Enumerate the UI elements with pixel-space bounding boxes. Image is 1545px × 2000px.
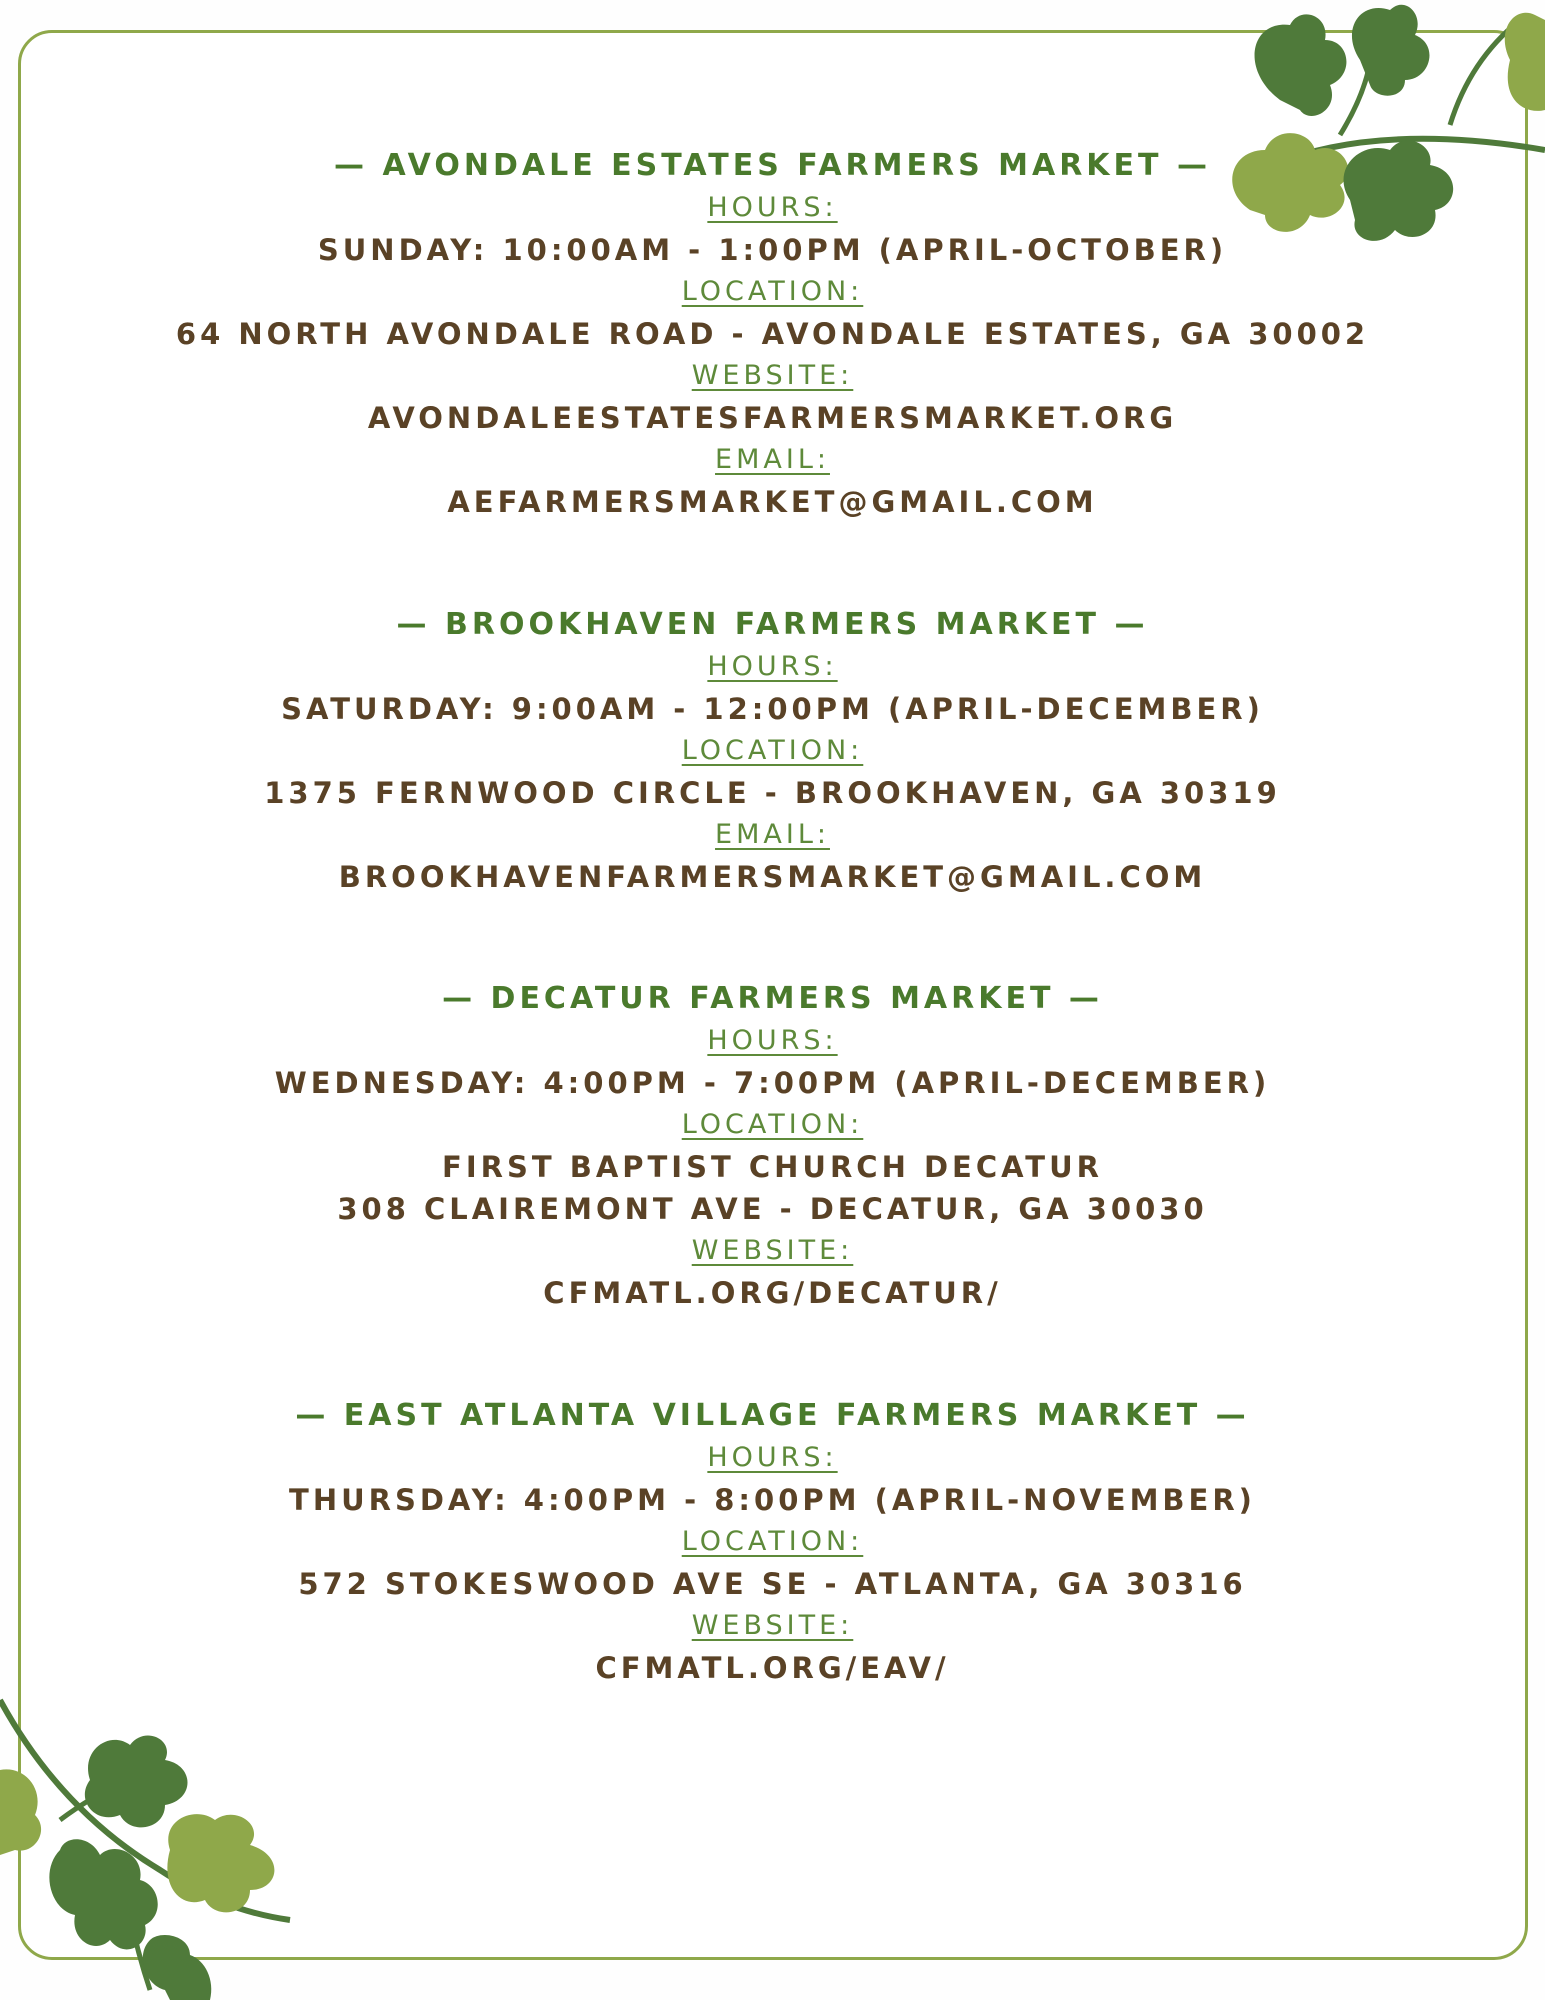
location-value: 64 NORTH AVONDALE ROAD - AVONDALE ESTATES, GA 30002 bbox=[175, 317, 1370, 351]
location-value: FIRST BAPTIST CHURCH DECATUR bbox=[442, 1150, 1103, 1184]
location-label: LOCATION: bbox=[681, 735, 864, 766]
website-label: WEBSITE: bbox=[691, 1235, 854, 1266]
email-label: EMAIL: bbox=[715, 819, 830, 850]
market-title: — EAST ATLANTA VILLAGE FARMERS MARKET — bbox=[295, 1398, 1250, 1433]
hours-label: HOURS: bbox=[707, 192, 838, 223]
location-label: LOCATION: bbox=[681, 1109, 864, 1140]
hours-label: HOURS: bbox=[707, 1025, 838, 1056]
location-value: 1375 FERNWOOD CIRCLE - BROOKHAVEN, GA 30319 bbox=[264, 776, 1281, 810]
location-label: LOCATION: bbox=[681, 276, 864, 307]
market-title: — BROOKHAVEN FARMERS MARKET — bbox=[396, 607, 1149, 642]
market-decatur bbox=[0, 978, 1545, 1314]
email-link[interactable]: BROOKHAVENFARMERSMARKET@GMAIL.COM bbox=[338, 860, 1207, 894]
hours-value: WEDNESDAY: 4:00PM - 7:00PM (APRIL-DECEMBER) bbox=[274, 1066, 1271, 1100]
hours-value: SATURDAY: 9:00AM - 12:00PM (APRIL-DECEMBER) bbox=[281, 692, 1264, 726]
hours-value: SUNDAY: 10:00AM - 1:00PM (APRIL-OCTOBER) bbox=[317, 233, 1228, 267]
location-value: 572 STOKESWOOD AVE SE - ATLANTA, GA 30316 bbox=[298, 1567, 1247, 1601]
market-brookhaven bbox=[0, 604, 1545, 898]
website-link[interactable]: AVONDALEESTATESFARMERSMARKET.ORG bbox=[367, 401, 1178, 435]
location-value: 308 CLAIREMONT AVE - DECATUR, GA 30030 bbox=[337, 1192, 1208, 1226]
email-link[interactable]: AEFARMERSMARKET@GMAIL.COM bbox=[447, 485, 1098, 519]
website-label: WEBSITE: bbox=[691, 1610, 854, 1641]
location-label: LOCATION: bbox=[681, 1526, 864, 1557]
email-label: EMAIL: bbox=[715, 444, 830, 475]
market-title: — AVONDALE ESTATES FARMERS MARKET — bbox=[334, 148, 1211, 183]
hours-label: HOURS: bbox=[707, 651, 838, 682]
oak-leaves-bottom-left-icon bbox=[0, 1690, 300, 2000]
website-label: WEBSITE: bbox=[691, 360, 854, 391]
hours-value: THURSDAY: 4:00PM - 8:00PM (APRIL-NOVEMBER) bbox=[289, 1483, 1256, 1517]
market-avondale bbox=[0, 145, 1545, 523]
website-link[interactable]: CFMATL.ORG/EAV/ bbox=[595, 1651, 950, 1685]
hours-label: HOURS: bbox=[707, 1442, 838, 1473]
market-title: — DECATUR FARMERS MARKET — bbox=[442, 981, 1103, 1016]
website-link[interactable]: CFMATL.ORG/DECATUR/ bbox=[543, 1276, 1002, 1310]
market-east-atlanta-village bbox=[0, 1395, 1545, 1689]
